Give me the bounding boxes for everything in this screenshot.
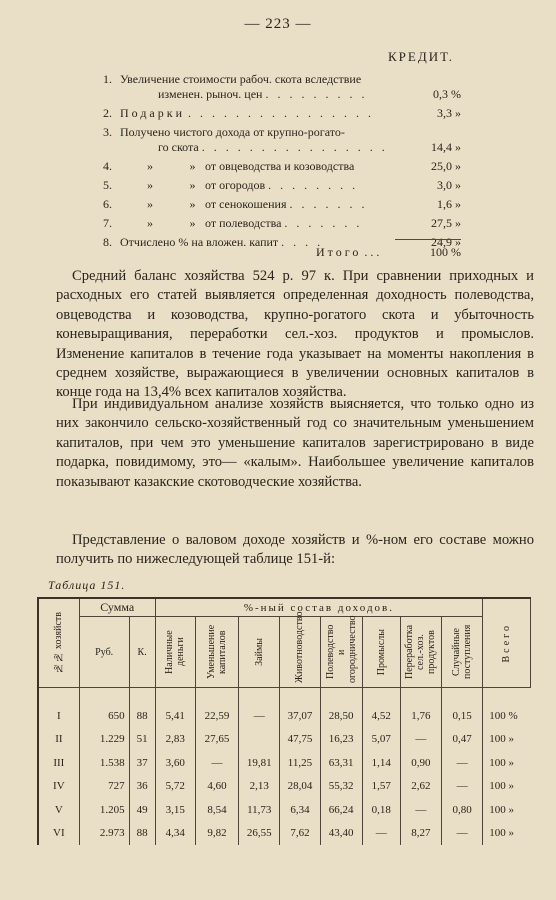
percent-cell: 2,62 — [400, 775, 441, 799]
credit-item-number: 1. — [103, 72, 112, 86]
sum-kop-cell: 36 — [129, 775, 155, 799]
percent-cell: 0,18 — [362, 798, 400, 822]
sum-rub-cell: 650 — [79, 688, 129, 728]
leader-dots: . . . . — [281, 235, 324, 249]
percent-cell: 0,90 — [400, 751, 441, 775]
sum-rub-cell: 1.538 — [79, 751, 129, 775]
credit-item-5 — [103, 178, 461, 193]
percent-cell: 1,57 — [362, 775, 400, 799]
sum-rub-cell: 1.229 — [79, 728, 129, 752]
farm-number-cell: IV — [38, 775, 79, 799]
paragraph-1: Средний баланс хозяйства 524 р. 97 к. При сравнении приходных и расходных его статей выявляется определенная доходность полеводства, овцеводства и козоводства, крупно-рогатого скота и убыточность коневыращивания, переработки сел.-хоз. продуктов и промыслов. Изменение капиталов в течение года указывает на моменты накопления в среднем хозяйстве, выражающиеся в увеличении основных капиталов в конце года на 13,4% всех капиталов хозяйства. — [56, 268, 534, 401]
percent-cell: 4,34 — [155, 822, 195, 846]
credit-item-value: 14,4 » — [431, 140, 461, 154]
leader-dots: . . . . . . . . — [268, 178, 359, 192]
percent-cell: 16,23 — [320, 728, 362, 752]
credit-item-number: 2. — [103, 106, 112, 120]
credit-item-number: 5. — [103, 178, 112, 192]
percent-cell: 100 » — [483, 822, 531, 846]
percent-cell: 9,82 — [195, 822, 238, 846]
credit-item-label: от огородов — [205, 178, 266, 192]
credit-item-label: Получено чистого дохода от крупно-рогато- — [120, 125, 345, 139]
leader-dots: . . . . . . . . . . . . . . . . — [188, 106, 375, 120]
percent-cell: — — [400, 798, 441, 822]
col-header-loans: Займы — [239, 617, 280, 688]
sum-kop-cell: 37 — [129, 751, 155, 775]
farm-number-cell: V — [38, 798, 79, 822]
percent-cell: 1,76 — [400, 688, 441, 728]
ditto-mark: » — [147, 159, 153, 173]
credit-item-label: изменен. рыноч. цен — [158, 87, 263, 101]
page-number: — 223 — — [244, 16, 312, 32]
percent-cell: 66,24 — [320, 798, 362, 822]
sum-kop-cell: 88 — [129, 688, 155, 728]
total-label: Итого — [316, 245, 362, 259]
col-group-header: %-ный состав доходов. — [155, 598, 483, 617]
col-header-total: Всего — [483, 598, 531, 688]
credit-item-4 — [103, 159, 461, 174]
farm-number-cell: VI — [38, 822, 79, 846]
total-value: 100 % — [430, 245, 461, 259]
leader-dots: . . . . . . . . . — [265, 87, 368, 101]
leader-dots: . . . . . . . — [289, 197, 368, 211]
percent-cell: 2,13 — [239, 775, 280, 799]
percent-cell: 100 % — [483, 688, 531, 728]
leader-dots: . . . — [364, 245, 380, 259]
percent-cell: 19,81 — [239, 751, 280, 775]
col-header-cash: Наличные деньги — [155, 617, 195, 688]
credit-item-number: 7. — [103, 216, 112, 230]
sum-rub-cell: 2.973 — [79, 822, 129, 846]
sum-rub-cell: 1.205 — [79, 798, 129, 822]
credit-item-label: от овцеводства и козоводства — [205, 159, 355, 173]
percent-cell: — — [362, 822, 400, 846]
percent-cell: — — [441, 775, 482, 799]
percent-cell: — — [441, 822, 482, 846]
credit-item-value: 25,0 » — [431, 159, 461, 173]
ditto-mark: » — [147, 178, 153, 192]
leader-dots: . . . . . . . . . . . . . . . . — [201, 140, 388, 154]
credit-item-value: 0,3 % — [433, 87, 461, 101]
ditto-mark: » — [189, 178, 196, 192]
percent-cell: 26,55 — [239, 822, 280, 846]
table-row — [38, 688, 531, 728]
farm-number-cell: I — [38, 688, 79, 728]
percent-cell: 3,15 — [155, 798, 195, 822]
percent-cell: — — [239, 688, 280, 728]
sum-rub-cell: 727 — [79, 775, 129, 799]
table-row — [38, 728, 531, 752]
percent-cell: 1,14 — [362, 751, 400, 775]
percent-cell: 11,73 — [239, 798, 280, 822]
percent-cell: 22,59 — [195, 688, 238, 728]
percent-cell: 0,15 — [441, 688, 482, 728]
sum-kop-cell: 88 — [129, 822, 155, 846]
credit-item-7 — [103, 216, 461, 231]
percent-cell: 8,27 — [400, 822, 441, 846]
percent-cell: 5,72 — [155, 775, 195, 799]
credit-item-value: 3,0 » — [437, 178, 461, 192]
percent-cell: 100 » — [483, 751, 531, 775]
credit-total — [316, 245, 461, 260]
credit-item-label: Подарки — [120, 106, 186, 120]
ditto-mark: » — [189, 216, 196, 230]
percent-cell: 6,34 — [280, 798, 320, 822]
col-header-kop: К. — [129, 617, 155, 688]
credit-item-number: 6. — [103, 197, 112, 211]
percent-cell: 47,75 — [280, 728, 320, 752]
credit-item-number: 8. — [103, 235, 112, 249]
ditto-mark: » — [147, 197, 153, 211]
col-header-rub: Руб. — [79, 617, 129, 688]
percent-cell: 0,80 — [441, 798, 482, 822]
percent-cell: 43,40 — [320, 822, 362, 846]
percent-cell: 5,41 — [155, 688, 195, 728]
percent-cell: 28,04 — [280, 775, 320, 799]
percent-cell: 11,25 — [280, 751, 320, 775]
percent-cell: 27,65 — [195, 728, 238, 752]
percent-cell: 37,07 — [280, 688, 320, 728]
percent-cell: 28,50 — [320, 688, 362, 728]
credit-item-3-cont — [103, 140, 461, 155]
credit-item-label: от сенокошения — [205, 197, 287, 211]
percent-cell: 3,60 — [155, 751, 195, 775]
credit-item-number: 3. — [103, 125, 112, 139]
percent-cell: — — [400, 728, 441, 752]
credit-item-value: 1,6 » — [437, 197, 461, 211]
farm-number-cell: III — [38, 751, 79, 775]
credit-item-value: 24,9 » — [431, 235, 461, 249]
percent-cell: 100 » — [483, 775, 531, 799]
percent-cell: 55,32 — [320, 775, 362, 799]
col-header-trades: Промыслы — [362, 617, 400, 688]
credit-heading: КРЕДИТ. — [388, 49, 454, 64]
table-row — [38, 822, 531, 846]
farm-number-cell: II — [38, 728, 79, 752]
credit-item-label: от полеводства — [205, 216, 282, 230]
credit-item-label: го скота — [158, 140, 199, 154]
credit-item-2 — [103, 106, 461, 121]
percent-cell: — — [195, 751, 238, 775]
percent-cell: 4,60 — [195, 775, 238, 799]
col-header-capital-decrease: Уменьшение капиталов — [195, 617, 238, 688]
credit-item-1 — [103, 72, 461, 87]
percent-cell: 7,62 — [280, 822, 320, 846]
table-row — [38, 798, 531, 822]
percent-cell: 5,07 — [362, 728, 400, 752]
leader-dots: . . . . . . . — [284, 216, 363, 230]
ditto-mark: » — [189, 159, 196, 173]
sum-kop-cell: 49 — [129, 798, 155, 822]
credit-item-value: 27,5 » — [431, 216, 461, 230]
credit-item-value: 3,3 » — [437, 106, 461, 120]
table-caption: Таблица 151. — [48, 578, 126, 592]
paragraph-3: Представление о валовом доходе хозяйств и %-ном его составе можно получить по нижеследующей таблице 151-й: — [56, 532, 534, 568]
percent-cell: — — [441, 751, 482, 775]
table-row — [38, 775, 531, 799]
col-header-farm-no: №№ хозяйств — [38, 598, 79, 688]
percent-cell: 63,31 — [320, 751, 362, 775]
percent-cell: 4,52 — [362, 688, 400, 728]
income-table — [37, 597, 531, 845]
ditto-mark: » — [189, 197, 196, 211]
table-row — [38, 751, 531, 775]
col-header-sum: Сумма — [79, 598, 155, 617]
credit-item-6 — [103, 197, 461, 212]
percent-cell: 2,83 — [155, 728, 195, 752]
paragraph-2: При индивидуальном анализе хозяйств выясняется, что только одно из них закончило сельско-хозяйственный год со значительным уменьшением капиталов, при чем это уменьшение капиталов зарегистрировано в виде подарка, повидимому, это— «калым». Наибольшее увеличение капиталов показывают казакские скотоводческие хозяйства. — [56, 396, 534, 490]
col-header-random: Случайные поступления — [441, 617, 482, 688]
col-header-processing: Переработка сел.-хоз. продуктов — [400, 617, 441, 688]
percent-cell: 8,54 — [195, 798, 238, 822]
total-rule — [395, 239, 461, 240]
col-header-livestock: Животноводство — [280, 617, 320, 688]
credit-item-label: Отчислено % на вложен. капит — [120, 235, 279, 249]
credit-list — [103, 72, 461, 250]
credit-item-3 — [103, 125, 461, 140]
col-header-fields: Полеводство и огородничество — [320, 617, 362, 688]
credit-item-label: Увеличение стоимости рабоч. скота вследствие — [120, 72, 362, 86]
percent-cell — [239, 728, 280, 752]
percent-cell: 100 » — [483, 728, 531, 752]
percent-cell: 100 » — [483, 798, 531, 822]
credit-item-number: 4. — [103, 159, 112, 173]
percent-cell: 0,47 — [441, 728, 482, 752]
credit-item-1-cont — [103, 87, 461, 102]
ditto-mark: » — [147, 216, 153, 230]
sum-kop-cell: 51 — [129, 728, 155, 752]
